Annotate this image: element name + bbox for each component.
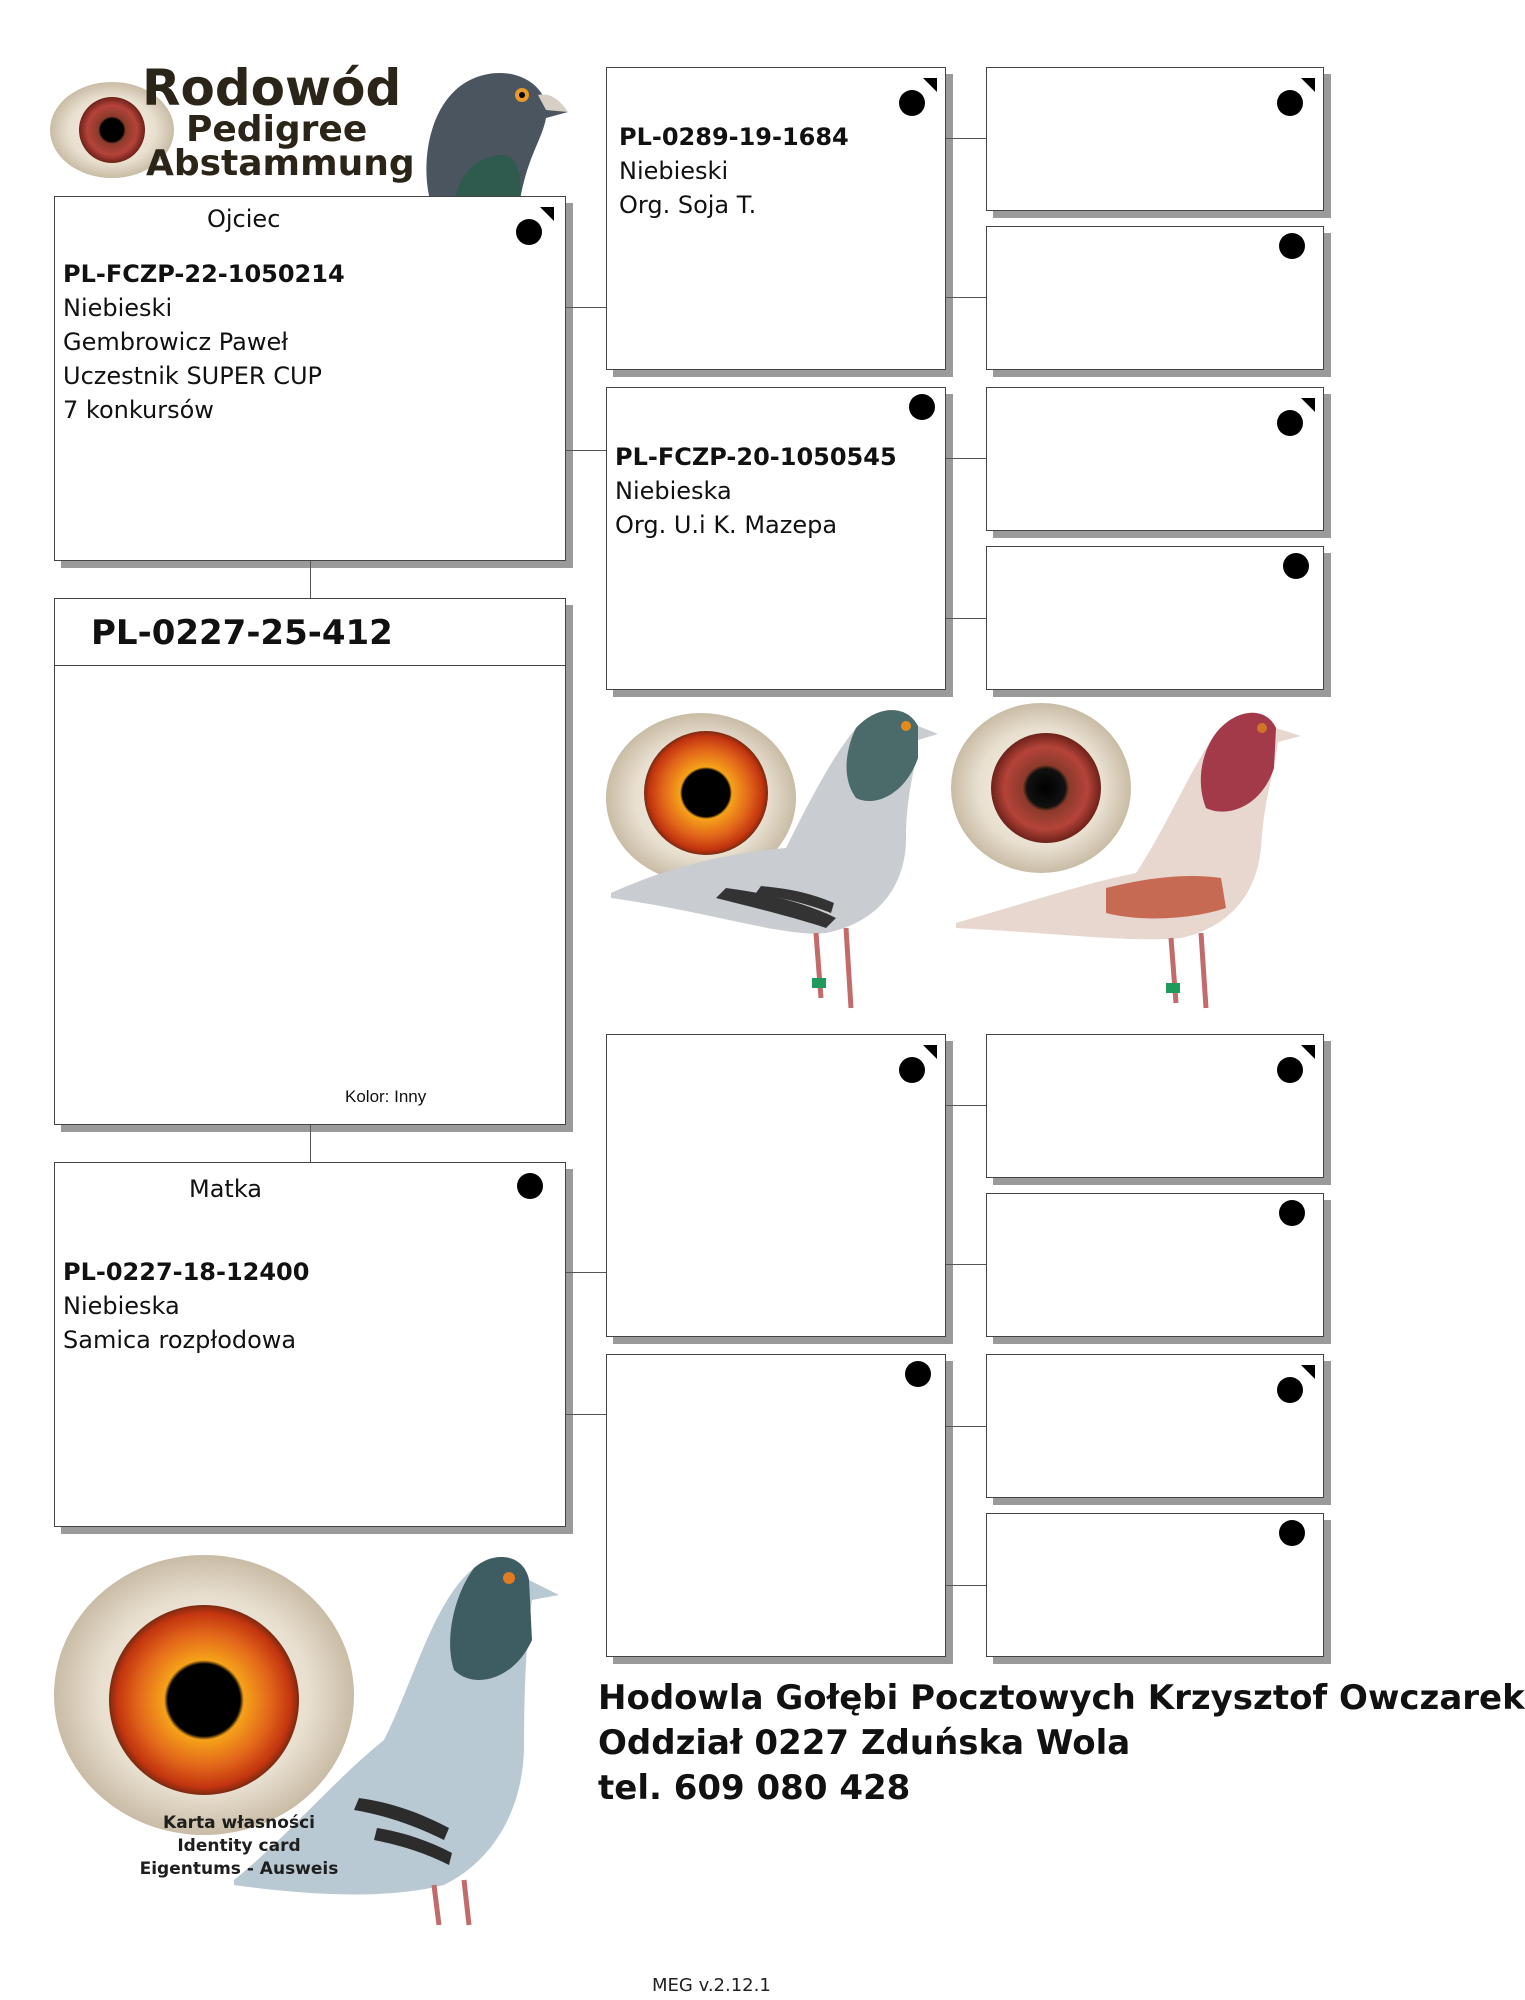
maternal-grandmother-card: [606, 1354, 946, 1657]
connector: [946, 1585, 986, 1586]
header-title-pl: Rodowód: [142, 59, 402, 117]
male-symbol-icon: [1271, 392, 1321, 442]
female-symbol-icon: [505, 1169, 555, 1219]
connector: [946, 618, 986, 619]
connector: [566, 1414, 606, 1415]
great-grandparent-card: [986, 67, 1324, 211]
red-pigeon-image: [956, 698, 1326, 1028]
female-symbol-icon: [1267, 1196, 1317, 1246]
father-note: Uczestnik SUPER CUP: [63, 362, 322, 390]
paternal-grandmother-card: [606, 387, 946, 690]
connector: [946, 297, 986, 298]
connector: [946, 1264, 986, 1265]
connector: [566, 307, 606, 308]
blue-pigeon-image: [606, 698, 976, 1028]
great-grandparent-card: [986, 1354, 1324, 1498]
connector: [566, 450, 606, 451]
connector: [946, 458, 986, 459]
great-grandparent-card: [986, 387, 1324, 531]
female-symbol-icon: [1267, 1516, 1317, 1566]
female-symbol-icon: [1267, 229, 1317, 279]
female-symbol-icon: [893, 1357, 943, 1407]
male-symbol-icon: [893, 1039, 943, 1089]
connector: [566, 1272, 606, 1273]
father-races: 7 konkursów: [63, 396, 214, 424]
mother-card: [54, 1162, 566, 1527]
pigeon-pair-illustration: [606, 698, 1326, 1028]
identity-card-illustration: [54, 1540, 574, 1930]
software-version: MEG v.2.12.1: [652, 1975, 771, 1996]
great-grandparent-card: [986, 1034, 1324, 1178]
father-ring-number: PL-FCZP-22-1050214: [63, 260, 345, 288]
id-card-line-de: Eigentums - Ausweis: [139, 1859, 339, 1879]
great-grandparent-card: [986, 226, 1324, 370]
mother-color: Niebieska: [63, 1292, 180, 1320]
subject-color-label: Kolor: Inny: [345, 1087, 427, 1106]
father-color: Niebieski: [63, 294, 173, 322]
female-symbol-icon: [1271, 549, 1321, 599]
paternal-grandfather-ring: PL-0289-19-1684: [619, 123, 849, 151]
breeder-name: Hodowla Gołębi Pocztowych Krzysztof Owczarek: [598, 1678, 1525, 1718]
father-role-label: Ojciec: [207, 205, 281, 233]
breeder-branch: Oddział 0227 Zduńska Wola: [598, 1723, 1131, 1763]
paternal-grandmother-ring: PL-FCZP-20-1050545: [615, 443, 897, 471]
paternal-grandfather-origin: Org. Soja T.: [619, 191, 757, 219]
connector: [310, 1125, 311, 1162]
male-symbol-icon: [510, 201, 560, 251]
male-symbol-icon: [1271, 1359, 1321, 1409]
paternal-grandfather-card: [606, 67, 946, 370]
subject-title-divider: [55, 665, 565, 666]
great-grandparent-card: [986, 1513, 1324, 1657]
male-symbol-icon: [1271, 1039, 1321, 1089]
mother-role-label: Matka: [189, 1175, 263, 1203]
subject-card: [54, 598, 566, 1125]
mother-note: Samica rozpłodowa: [63, 1326, 297, 1354]
id-card-line-en: Identity card: [177, 1836, 301, 1856]
paternal-grandfather-color: Niebieski: [619, 157, 729, 185]
connector: [310, 561, 311, 598]
connector: [946, 138, 986, 139]
great-grandparent-card: [986, 546, 1324, 690]
great-grandparent-card: [986, 1193, 1324, 1337]
maternal-grandfather-card: [606, 1034, 946, 1337]
id-card-line-pl: Karta własności: [163, 1813, 315, 1833]
connector: [946, 1426, 986, 1427]
header-title-de: Abstammung: [146, 143, 415, 184]
paternal-grandmother-color: Niebieska: [615, 477, 732, 505]
header-pigeon-image: [410, 60, 570, 200]
header-title-en: Pedigree: [186, 109, 368, 150]
father-owner: Gembrowicz Paweł: [63, 328, 289, 356]
male-symbol-icon: [1271, 72, 1321, 122]
male-symbol-icon: [893, 72, 943, 122]
breeder-phone: tel. 609 080 428: [598, 1768, 911, 1808]
subject-ring-number: PL-0227-25-412: [91, 613, 393, 653]
father-card: [54, 196, 566, 561]
header-logo: [50, 60, 570, 200]
paternal-grandmother-origin: Org. U.i K. Mazepa: [615, 511, 838, 539]
connector: [946, 1105, 986, 1106]
mother-ring-number: PL-0227-18-12400: [63, 1258, 310, 1286]
female-symbol-icon: [897, 390, 947, 440]
